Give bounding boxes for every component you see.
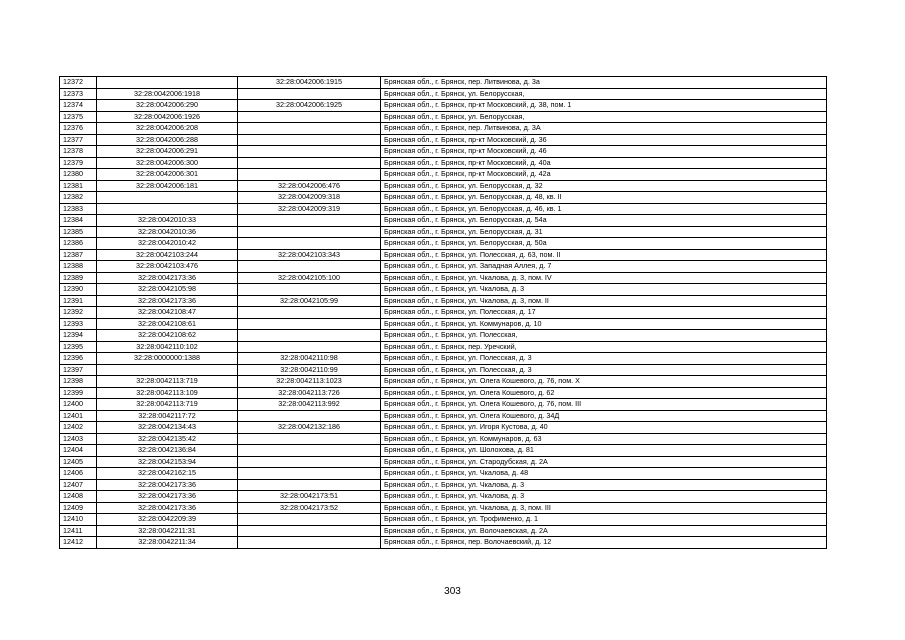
cadastral-number-parcel: 32:28:0042006:181 [97, 180, 238, 192]
address: Брянская обл., г. Брянск, ул. Коммунаров, д. 10 [381, 318, 827, 330]
row-number: 12400 [60, 399, 97, 411]
cadastral-number-parcel: 32:28:0042113:719 [97, 399, 238, 411]
cadastral-number-object [238, 537, 381, 549]
cadastral-number-object [238, 88, 381, 100]
table-row [60, 318, 827, 330]
cadastral-number-parcel [97, 203, 238, 215]
table-row [60, 514, 827, 526]
cadastral-number-parcel: 32:28:0042006:288 [97, 134, 238, 146]
address: Брянская обл., г. Брянск, ул. Белорусская, д. 50а [381, 238, 827, 250]
row-number: 12387 [60, 249, 97, 261]
address: Брянская обл., г. Брянск, ул. Чкалова, д. 3, пом. IV [381, 272, 827, 284]
row-number: 12392 [60, 307, 97, 319]
cadastral-number-parcel: 32:28:0042211:31 [97, 525, 238, 537]
table-row [60, 123, 827, 135]
cadastral-number-object [238, 445, 381, 457]
cadastral-number-parcel: 32:28:0042108:62 [97, 330, 238, 342]
row-number: 12376 [60, 123, 97, 135]
row-number: 12403 [60, 433, 97, 445]
address: Брянская обл., г. Брянск, ул. Белорусская, [381, 88, 827, 100]
row-number: 12391 [60, 295, 97, 307]
row-number: 12410 [60, 514, 97, 526]
cadastral-number-parcel: 32:28:0042173:36 [97, 491, 238, 503]
cadastral-number-parcel: 32:28:0042135:42 [97, 433, 238, 445]
table-row [60, 410, 827, 422]
table-row [60, 238, 827, 250]
row-number: 12383 [60, 203, 97, 215]
address: Брянская обл., г. Брянск, ул. Белорусская, [381, 111, 827, 123]
row-number: 12411 [60, 525, 97, 537]
page-number: 303 [444, 586, 461, 597]
table-row [60, 203, 827, 215]
cadastral-number-parcel: 32:28:0042006:1926 [97, 111, 238, 123]
row-number: 12377 [60, 134, 97, 146]
cadastral-number-object [238, 318, 381, 330]
table-row [60, 88, 827, 100]
table-row [60, 502, 827, 514]
row-number: 12386 [60, 238, 97, 250]
cadastral-table [59, 76, 827, 549]
address: Брянская обл., г. Брянск, ул. Шолохова, д. 81 [381, 445, 827, 457]
table-row [60, 169, 827, 181]
table-row [60, 376, 827, 388]
cadastral-number-object [238, 261, 381, 273]
cadastral-number-object [238, 341, 381, 353]
address: Брянская обл., г. Брянск, пр-кт Московский, д. 40а [381, 157, 827, 169]
cadastral-number-parcel: 32:28:0042110:102 [97, 341, 238, 353]
cadastral-number-object: 32:28:0042103:343 [238, 249, 381, 261]
cadastral-number-parcel: 32:28:0042134:43 [97, 422, 238, 434]
cadastral-number-object [238, 307, 381, 319]
cadastral-number-parcel: 32:28:0042173:36 [97, 502, 238, 514]
address: Брянская обл., г. Брянск, ул. Чкалова, д. 3, пом. III [381, 502, 827, 514]
address: Брянская обл., г. Брянск, пер. Уречский, [381, 341, 827, 353]
cadastral-number-object: 32:28:0042173:51 [238, 491, 381, 503]
cadastral-number-object [238, 479, 381, 491]
table-row [60, 330, 827, 342]
cadastral-number-object: 32:28:0042006:1915 [238, 77, 381, 89]
cadastral-number-object [238, 284, 381, 296]
table-row [60, 399, 827, 411]
cadastral-number-parcel [97, 77, 238, 89]
cadastral-number-object: 32:28:0042105:99 [238, 295, 381, 307]
address: Брянская обл., г. Брянск, пр-кт Московский, д. 42а [381, 169, 827, 181]
cadastral-number-parcel: 32:28:0042173:36 [97, 295, 238, 307]
row-number: 12406 [60, 468, 97, 480]
cadastral-number-parcel: 32:28:0042105:98 [97, 284, 238, 296]
table-row [60, 284, 827, 296]
cadastral-number-parcel: 32:28:0042209:39 [97, 514, 238, 526]
table-row [60, 249, 827, 261]
table-row [60, 226, 827, 238]
row-number: 12385 [60, 226, 97, 238]
address: Брянская обл., г. Брянск, ул. Олега Кошевого, д. 34Д [381, 410, 827, 422]
table-row [60, 215, 827, 227]
cadastral-number-object [238, 330, 381, 342]
cadastral-number-object: 32:28:0042009:319 [238, 203, 381, 215]
row-number: 12382 [60, 192, 97, 204]
row-number: 12405 [60, 456, 97, 468]
address: Брянская обл., г. Брянск, ул. Чкалова, д. 3, пом. II [381, 295, 827, 307]
cadastral-number-parcel: 32:28:0042113:719 [97, 376, 238, 388]
row-number: 12408 [60, 491, 97, 503]
cadastral-number-parcel: 32:28:0042006:208 [97, 123, 238, 135]
address: Брянская обл., г. Брянск, ул. Западная Аллея, д. 7 [381, 261, 827, 273]
table-row [60, 134, 827, 146]
address: Брянская обл., г. Брянск, ул. Белорусская, д. 46, кв. 1 [381, 203, 827, 215]
address: Брянская обл., г. Брянск, ул. Белорусская, д. 32 [381, 180, 827, 192]
cadastral-number-object [238, 134, 381, 146]
row-number: 12396 [60, 353, 97, 365]
address: Брянская обл., г. Брянск, пер. Литвинова, д. 3А [381, 123, 827, 135]
cadastral-number-parcel: 32:28:0042006:291 [97, 146, 238, 158]
cadastral-number-object: 32:28:0042173:52 [238, 502, 381, 514]
address: Брянская обл., г. Брянск, ул. Полесская, д. 3 [381, 353, 827, 365]
row-number: 12372 [60, 77, 97, 89]
address: Брянская обл., г. Брянск, ул. Полесская, д. 3 [381, 364, 827, 376]
address: Брянская обл., г. Брянск, ул. Чкалова, д. 3 [381, 491, 827, 503]
row-number: 12379 [60, 157, 97, 169]
address: Брянская обл., г. Брянск, пр-кт Московский, д. 38, пом. 1 [381, 100, 827, 112]
table-row [60, 295, 827, 307]
address: Брянская обл., г. Брянск, ул. Полесская, д. 63, пом. II [381, 249, 827, 261]
cadastral-number-object: 32:28:0042113:992 [238, 399, 381, 411]
cadastral-number-object [238, 157, 381, 169]
table-row [60, 77, 827, 89]
row-number: 12412 [60, 537, 97, 549]
table-row [60, 111, 827, 123]
row-number: 12394 [60, 330, 97, 342]
row-number: 12393 [60, 318, 97, 330]
cadastral-number-parcel: 32:28:0042113:109 [97, 387, 238, 399]
table-row [60, 157, 827, 169]
row-number: 12401 [60, 410, 97, 422]
cadastral-number-object [238, 456, 381, 468]
table-row [60, 433, 827, 445]
table-row [60, 456, 827, 468]
cadastral-number-parcel: 32:28:0042153:94 [97, 456, 238, 468]
cadastral-number-object [238, 433, 381, 445]
table-row [60, 272, 827, 284]
address: Брянская обл., г. Брянск, ул. Волочаевская, д. 2А [381, 525, 827, 537]
address: Брянская обл., г. Брянск, ул. Чкалова, д. 3 [381, 284, 827, 296]
row-number: 12397 [60, 364, 97, 376]
address: Брянская обл., г. Брянск, ул. Чкалова, д. 3 [381, 479, 827, 491]
table-row [60, 192, 827, 204]
table-row [60, 307, 827, 319]
address: Брянская обл., г. Брянск, ул. Полесская, [381, 330, 827, 342]
cadastral-number-object [238, 123, 381, 135]
address: Брянская обл., г. Брянск, ул. Трофименко, д. 1 [381, 514, 827, 526]
address: Брянская обл., г. Брянск, ул. Полесская, д. 17 [381, 307, 827, 319]
table-row [60, 100, 827, 112]
row-number: 12378 [60, 146, 97, 158]
row-number: 12390 [60, 284, 97, 296]
cadastral-number-object [238, 514, 381, 526]
cadastral-number-parcel: 32:28:0042173:36 [97, 479, 238, 491]
cadastral-number-object: 32:28:0042006:1925 [238, 100, 381, 112]
table-row [60, 479, 827, 491]
cadastral-number-parcel: 32:28:0042103:244 [97, 249, 238, 261]
cadastral-number-object [238, 238, 381, 250]
address: Брянская обл., г. Брянск, пер. Литвинова, д. 3а [381, 77, 827, 89]
cadastral-number-parcel: 32:28:0042103:476 [97, 261, 238, 273]
cadastral-number-object: 32:28:0042113:1023 [238, 376, 381, 388]
cadastral-number-parcel: 32:28:0042162:15 [97, 468, 238, 480]
cadastral-number-object [238, 215, 381, 227]
row-number: 12380 [60, 169, 97, 181]
address: Брянская обл., г. Брянск, ул. Олега Кошевого, д. 62 [381, 387, 827, 399]
address: Брянская обл., г. Брянск, пер. Волочаевский, д. 12 [381, 537, 827, 549]
cadastral-number-object [238, 468, 381, 480]
table-row [60, 261, 827, 273]
cadastral-number-object: 32:28:0042006:476 [238, 180, 381, 192]
row-number: 12404 [60, 445, 97, 457]
cadastral-number-parcel: 32:28:0042108:47 [97, 307, 238, 319]
address: Брянская обл., г. Брянск, пр-кт Московский, д. 46 [381, 146, 827, 158]
table-row [60, 445, 827, 457]
address: Брянская обл., г. Брянск, ул. Белорусская, д. 31 [381, 226, 827, 238]
table-row [60, 146, 827, 158]
address: Брянская обл., г. Брянск, ул. Белорусская, д. 48, кв. II [381, 192, 827, 204]
table-row [60, 364, 827, 376]
cadastral-number-parcel: 32:28:0042006:300 [97, 157, 238, 169]
table-row [60, 491, 827, 503]
cadastral-number-object [238, 226, 381, 238]
row-number: 12374 [60, 100, 97, 112]
cadastral-number-parcel: 32:28:0042136:84 [97, 445, 238, 457]
row-number: 12384 [60, 215, 97, 227]
address: Брянская обл., г. Брянск, пр-кт Московский, д. 36 [381, 134, 827, 146]
table-row [60, 525, 827, 537]
cadastral-number-parcel: 32:28:0042117:72 [97, 410, 238, 422]
address: Брянская обл., г. Брянск, ул. Стародубская, д. 2А [381, 456, 827, 468]
row-number: 12375 [60, 111, 97, 123]
cadastral-number-parcel: 32:28:0042211:34 [97, 537, 238, 549]
cadastral-number-object: 32:28:0042110:98 [238, 353, 381, 365]
cadastral-number-parcel [97, 192, 238, 204]
table-body [60, 77, 827, 549]
cadastral-number-object: 32:28:0042132:186 [238, 422, 381, 434]
address: Брянская обл., г. Брянск, ул. Чкалова, д. 48 [381, 468, 827, 480]
address: Брянская обл., г. Брянск, ул. Олега Кошевого, д. 76, пом. III [381, 399, 827, 411]
row-number: 12388 [60, 261, 97, 273]
row-number: 12373 [60, 88, 97, 100]
table-row [60, 180, 827, 192]
row-number: 12398 [60, 376, 97, 388]
row-number: 12407 [60, 479, 97, 491]
cadastral-number-parcel: 32:28:0042006:1918 [97, 88, 238, 100]
row-number: 12389 [60, 272, 97, 284]
cadastral-number-object [238, 169, 381, 181]
row-number: 12402 [60, 422, 97, 434]
table-row [60, 422, 827, 434]
cadastral-number-parcel: 32:28:0000000:1388 [97, 353, 238, 365]
cadastral-number-object [238, 146, 381, 158]
table-row [60, 537, 827, 549]
address: Брянская обл., г. Брянск, ул. Игоря Кустова, д. 40 [381, 422, 827, 434]
cadastral-number-object: 32:28:0042110:99 [238, 364, 381, 376]
row-number: 12399 [60, 387, 97, 399]
table-row [60, 468, 827, 480]
cadastral-number-parcel: 32:28:0042010:33 [97, 215, 238, 227]
row-number: 12395 [60, 341, 97, 353]
cadastral-number-object [238, 111, 381, 123]
cadastral-number-parcel: 32:28:0042108:61 [97, 318, 238, 330]
address: Брянская обл., г. Брянск, ул. Белорусская, д. 54а [381, 215, 827, 227]
cadastral-number-parcel: 32:28:0042010:42 [97, 238, 238, 250]
cadastral-number-parcel: 32:28:0042173:36 [97, 272, 238, 284]
cadastral-number-parcel [97, 364, 238, 376]
cadastral-number-object: 32:28:0042105:100 [238, 272, 381, 284]
address: Брянская обл., г. Брянск, ул. Коммунаров, д. 63 [381, 433, 827, 445]
table-row [60, 387, 827, 399]
row-number: 12409 [60, 502, 97, 514]
cadastral-number-object [238, 410, 381, 422]
cadastral-number-object: 32:28:0042113:726 [238, 387, 381, 399]
cadastral-number-object [238, 525, 381, 537]
cadastral-number-object: 32:28:0042009:318 [238, 192, 381, 204]
row-number: 12381 [60, 180, 97, 192]
table-row [60, 341, 827, 353]
table-row [60, 353, 827, 365]
cadastral-number-parcel: 32:28:0042006:301 [97, 169, 238, 181]
address: Брянская обл., г. Брянск, ул. Олега Кошевого, д. 76, пом. X [381, 376, 827, 388]
cadastral-number-parcel: 32:28:0042006:290 [97, 100, 238, 112]
cadastral-number-parcel: 32:28:0042010:36 [97, 226, 238, 238]
